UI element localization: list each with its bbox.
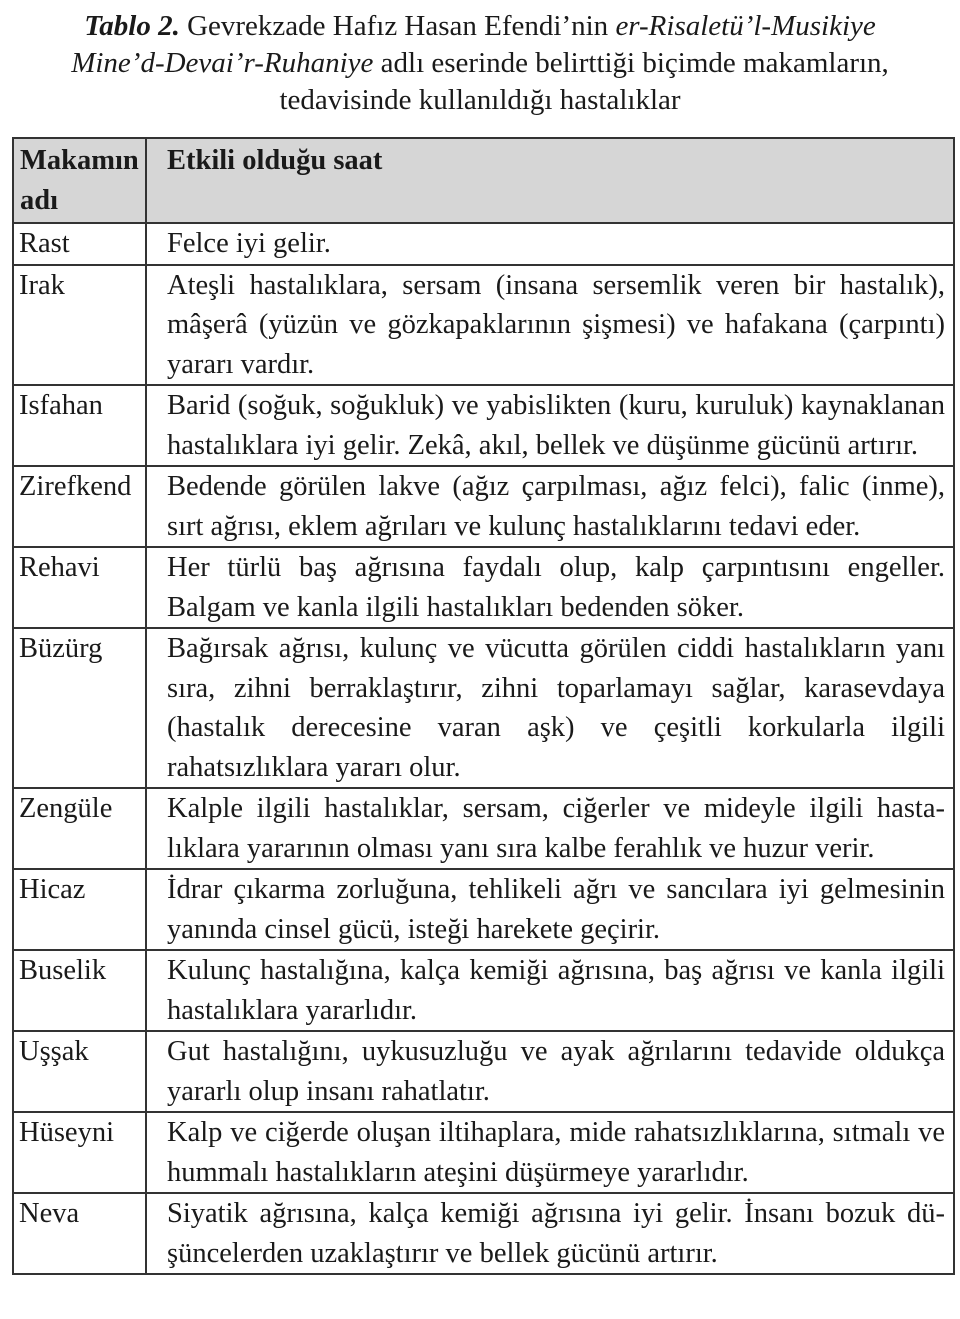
makam-effect: Kalple ilgili hastalıklar, sersam, ciğerler ve mideyle ilgili hastalıklara yararının olması yanı sıra kalbe ferahlık ve huzur verir.	[146, 788, 954, 869]
table-row	[13, 547, 954, 628]
makam-effect: Bedende görülen lakve (ağız çarpılması, ağız felci), falic (inme), sırt ağrısı, eklem ağrıları ve kulunç hastalıklarını tedavi eder.	[146, 466, 954, 547]
caption-line-3: tedavisinde kullanıldığı hastalıklar	[279, 84, 681, 116]
makam-name: Irak	[13, 265, 146, 386]
header-makam-name: Makamın adı	[13, 138, 146, 223]
table-row	[13, 788, 954, 869]
table-row	[13, 223, 954, 265]
caption-line-2	[0, 45, 960, 82]
makam-name: Zirefkend	[13, 466, 146, 547]
caption-line-1	[0, 8, 960, 45]
caption-label: Tablo 2.	[84, 10, 180, 42]
makam-effect: Ateşli hastalıklara, sersam (insana sersemlik veren bir hastalık), mâşerâ (yüzün ve gözkapaklarının şişmesi) ve hafakana (çarpıntı) yararı vardır.	[146, 265, 954, 386]
table-row	[13, 1112, 954, 1193]
makam-name: Rehavi	[13, 547, 146, 628]
table-row	[13, 1193, 954, 1274]
makam-effect: Bağırsak ağrısı, kulunç ve vücutta görülen ciddi hastalıkların yanı sıra, zihni berraklaştırır, zihni toparlamayı sağlar, karasevdaya (hastalık derecesine varan aşk) ve çeşitli korkularla ilgili rahatsızlıklara yararı olur.	[146, 628, 954, 788]
makam-effect: Siyatik ağrısına, kalça kemiği ağrısına iyi gelir. İnsanı bozuk düşüncelerden uzaklaştırır ve bellek gücünü artırır.	[146, 1193, 954, 1274]
makam-name: Hüseyni	[13, 1112, 146, 1193]
makam-name: Hicaz	[13, 869, 146, 950]
makam-name: Rast	[13, 223, 146, 265]
makam-name: Buselik	[13, 950, 146, 1031]
makam-effect: Gut hastalığını, uykusuzluğu ve ayak ağrılarını tedavide oldukça yararlı olup insanı rahatlatır.	[146, 1031, 954, 1112]
table-caption	[0, 8, 960, 119]
makam-name: Neva	[13, 1193, 146, 1274]
header-effect: Etkili olduğu saat	[146, 138, 954, 223]
caption-text-pre: Gevrekzade Hafız Hasan Efendi’nin	[179, 10, 616, 42]
makam-name: Büzürg	[13, 628, 146, 788]
table-row	[13, 628, 954, 788]
makam-effect: Her türlü baş ağrısına faydalı olup, kalp çarpıntısını engeller. Balgam ve kanla ilgili hastalıkları bedenden söker.	[146, 547, 954, 628]
makam-table	[12, 137, 955, 1275]
makam-effect: Kalp ve ciğerde oluşan iltihaplara, mide rahatsızlıklarına, sıtmalı ve hummalı hastalıkların ateşini düşürmeye yararlıdır.	[146, 1112, 954, 1193]
makam-effect: İdrar çıkarma zorluğuna, tehlikeli ağrı ve sancılara iyi gelmesinin yanında cinsel gücü, isteği harekete geçirir.	[146, 869, 954, 950]
makam-name: Uşşak	[13, 1031, 146, 1112]
table-header-row	[13, 138, 954, 223]
table-row	[13, 869, 954, 950]
table-row	[13, 950, 954, 1031]
table-row	[13, 466, 954, 547]
makam-effect: Felce iyi gelir.	[146, 223, 954, 265]
caption-text-post: adlı eserinde belirttiği biçimde makamların,	[373, 47, 889, 79]
table-row	[13, 265, 954, 386]
table-row	[13, 1031, 954, 1112]
makam-name: Isfahan	[13, 385, 146, 466]
caption-work-title-part-2: Mine’d-Devai’r-Ruhaniye	[71, 47, 374, 79]
makam-name: Zengüle	[13, 788, 146, 869]
table-body	[13, 223, 954, 1274]
table-row	[13, 385, 954, 466]
makam-effect: Barid (soğuk, soğukluk) ve yabislikten (kuru, kuruluk) kaynaklanan hastalıklara iyi gelir. Zekâ, akıl, bellek ve düşünme gücünü artırır.	[146, 385, 954, 466]
makam-effect: Kulunç hastalığına, kalça kemiği ağrısına, baş ağrısı ve kanla ilgili hastalıklara yararlıdır.	[146, 950, 954, 1031]
caption-work-title-part-1: er-Risaletü’l-Musikiye	[615, 10, 876, 42]
